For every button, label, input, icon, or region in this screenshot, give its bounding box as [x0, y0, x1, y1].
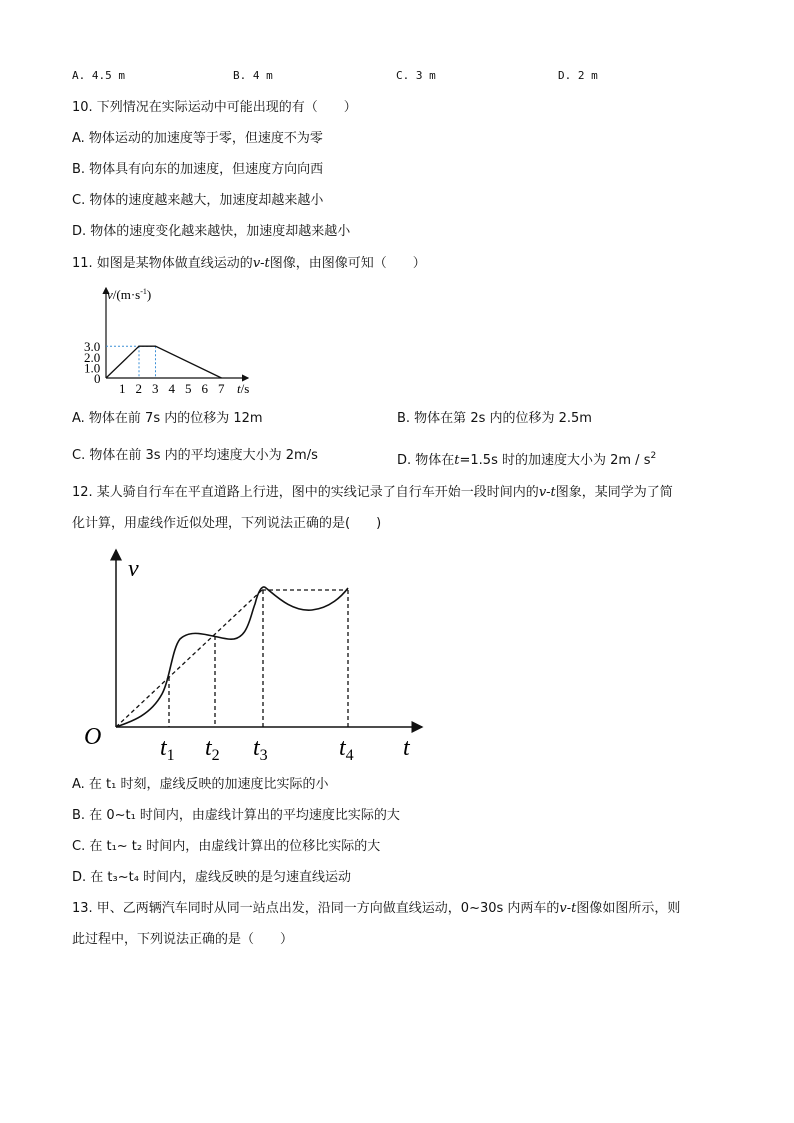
- q9-option-d: D. 2 m: [558, 69, 598, 82]
- y-tick-label: 3.0: [84, 339, 101, 355]
- x-tick-label: 3: [152, 381, 159, 396]
- q10-option-d: D. 物体的速度变化越来越快，加速度却越来越小: [72, 224, 351, 239]
- q12-option-d: D. 在 t₃~t₄ 时间内，虚线反映的是匀速直线运动: [72, 870, 352, 885]
- y-axis-label: $v/(m\cdot s^{-1})$: [107, 287, 152, 302]
- q12-option-a: A. 在 t₁ 时刻，虚线反映的加速度比实际的小: [72, 777, 329, 792]
- q10-option-c: C. 物体的速度越来越大，加速度却越来越小: [72, 193, 324, 208]
- x-tick-label: 2: [135, 381, 142, 396]
- y-tick-label: 2.0: [84, 349, 101, 365]
- q11-option-d: D. 物体在t=1.5s 时的加速度大小为 $2m / s^2$: [397, 451, 657, 468]
- q9-option-c: C. 3 m: [396, 69, 436, 82]
- vt-graph-q11: [84, 282, 274, 400]
- x-tick-label: 5: [185, 381, 192, 396]
- q11-option-b: B. 物体在第 2s 内的位移为 2.5m: [397, 411, 592, 426]
- origin-label: 0: [94, 371, 101, 386]
- q11-option-a: A. 物体在前 7s 内的位移为 12m: [72, 411, 263, 426]
- tick-t1: $t_1$: [160, 735, 175, 764]
- q10-option-a: A. 物体运动的加速度等于零，但速度不为零: [72, 131, 323, 146]
- origin-label: O: [84, 724, 102, 750]
- x-tick-label: 1: [119, 381, 126, 396]
- tick-t3: $t_3$: [253, 735, 268, 764]
- tick-t4: $t_4$: [339, 735, 354, 764]
- y-axis-label: v: [128, 556, 139, 582]
- tick-t2: $t_2$: [205, 735, 220, 764]
- q11-stem: 11. 如图是某物体做直线运动的v-t图像，由图像可知（ ）: [72, 256, 426, 271]
- q11-option-c: C. 物体在前 3s 内的平均速度大小为 2m/s: [72, 448, 318, 463]
- q12-stem-line2: 化计算，用虚线作近似处理，下列说法正确的是( ): [72, 516, 382, 531]
- q12-option-c: C. 在 t₁~ t₂ 时间内，由虚线计算出的位移比实际的大: [72, 839, 381, 854]
- x-axis-label: t: [403, 735, 410, 761]
- y-tick-label: 1.0: [84, 360, 101, 376]
- q12-stem-line1: 12. 某人骑自行车在平直道路上行进，图中的实线记录了自行车开始一段时间内的v-t图象，某同学为了简: [72, 485, 673, 500]
- q12-option-b: B. 在 0~t₁ 时间内，由虚线计算出的平均速度比实际的大: [72, 808, 400, 823]
- q9-option-a: A. 4.5 m: [72, 69, 125, 82]
- q13-stem-line1: 13. 甲、乙两辆汽车同时从同一站点出发，沿同一方向做直线运动，0~30s 内两车的v-t图像如图所示，则: [72, 901, 681, 916]
- actual-velocity-curve: [116, 587, 348, 727]
- vt-graph-q12: [80, 544, 430, 769]
- x-tick-label: 6: [201, 381, 208, 396]
- velocity-line: [106, 346, 222, 378]
- approx-dashed-line: [116, 590, 262, 727]
- q10-option-b: B. 物体具有向东的加速度，但速度方向向西: [72, 162, 324, 177]
- x-tick-label: 4: [168, 381, 175, 396]
- q10-stem: 10. 下列情况在实际运动中可能出现的有（ ）: [72, 100, 357, 115]
- q9-option-b: B. 4 m: [233, 69, 273, 82]
- x-axis-label: t/s: [237, 381, 250, 396]
- q13-stem-line2: 此过程中，下列说法正确的是（ ）: [72, 932, 294, 947]
- x-tick-label: 7: [218, 381, 225, 396]
